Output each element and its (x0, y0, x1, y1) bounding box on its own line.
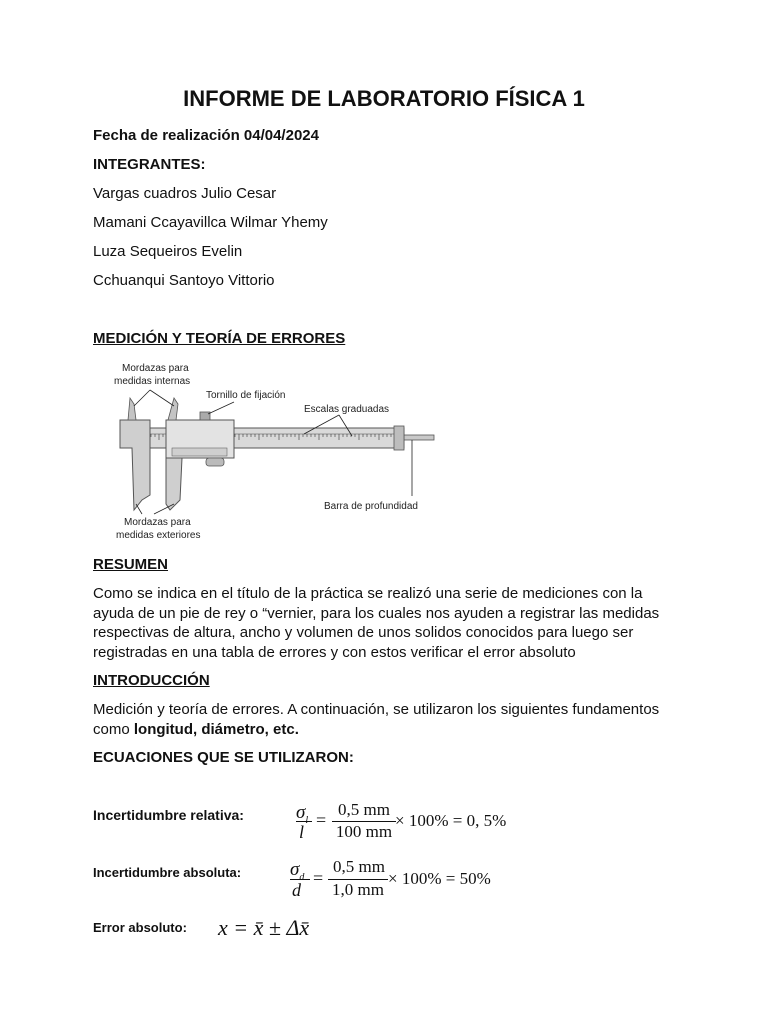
integrantes-heading: INTEGRANTES: (93, 156, 206, 173)
resumen-heading: RESUMEN (93, 556, 169, 573)
integrante-item: Mamani Ccayavillca Wilmar Yhemy (93, 214, 328, 231)
fecha-realizacion: Fecha de realización 04/04/2024 (93, 127, 319, 144)
label-exteriores-1: Mordazas para (124, 517, 191, 528)
vernier-caliper-figure (94, 360, 439, 545)
ecuaciones-heading: ECUACIONES QUE SE UTILIZARON: (93, 749, 354, 766)
introduccion-text: Medición y teoría de errores. A continuación, se utilizaron los siguientes fundamentos como (93, 701, 660, 738)
eq-relativa-sub: l (305, 814, 309, 826)
integrante-item: Cchuanqui Santoyo Vittorio (93, 272, 275, 289)
section-medicion-heading: MEDICIÓN Y TEORÍA DE ERRORES (93, 330, 346, 347)
label-barra: Barra de profundidad (324, 501, 418, 512)
eq-error-formula: x = x̄ ± Δx̄ (218, 915, 310, 940)
eq-relativa-num: 0,5 mm (338, 800, 390, 819)
eq-relativa-sigma: σ (296, 802, 306, 823)
eq-absoluta-sigma: σ (290, 859, 300, 880)
label-tornillo: Tornillo de fijación (206, 390, 286, 401)
eq-error-label: Error absoluto: (93, 920, 187, 935)
label-exteriores-2: medidas exteriores (116, 530, 201, 541)
label-escalas: Escalas graduadas (304, 404, 390, 415)
integrante-item: Luza Sequeiros Evelin (93, 243, 243, 260)
eq-relativa-label: Incertidumbre relativa: (93, 807, 244, 823)
page-title: INFORME DE LABORATORIO FÍSICA 1 (183, 86, 585, 111)
eq-absoluta-formula: $\sigma_d$ d = 0,5 mm 1,0 mm × 100% = 50% (290, 857, 491, 900)
eq-relativa-result: × 100% = 0, 5% (395, 811, 507, 830)
eq-absoluta-denvar: d (292, 880, 301, 900)
eq-absoluta-sub: d (299, 871, 305, 883)
integrante-item: Vargas cuadros Julio Cesar (93, 185, 277, 202)
introduccion-paragraph (93, 700, 673, 739)
eq-absoluta-result: × 100% = 50% (388, 869, 491, 888)
eq-relativa-formula: $\sigma_l$ l = 0,5 mm 100 mm × 100% = 0, 5% (296, 800, 507, 842)
introduccion-heading: INTRODUCCIÓN (93, 672, 210, 689)
resumen-paragraph: Como se indica en el título de la práctica se realizó una serie de mediciones con la ayuda de un pie de rey o “vernier, para los cuales nos ayuden a registrar las medidas respectivas de altura, ancho y volumen de unos solidos conocidos para luego ser registradas en una tabla de errores y con estos verificar el error absoluto (93, 585, 660, 661)
eq-relativa-denvar: l (299, 822, 305, 842)
introduccion-bold: longitud, diámetro, etc. (133, 720, 299, 738)
eq-absoluta-num: 0,5 mm (333, 857, 385, 876)
label-internas-2: medidas internas (114, 376, 191, 387)
eq-absoluta-label: Incertidumbre absoluta: (93, 865, 242, 880)
eq-absoluta-den: 1,0 mm (332, 880, 384, 899)
label-internas-1: Mordazas para (122, 363, 189, 374)
eq-relativa-den: 100 mm (335, 822, 393, 841)
